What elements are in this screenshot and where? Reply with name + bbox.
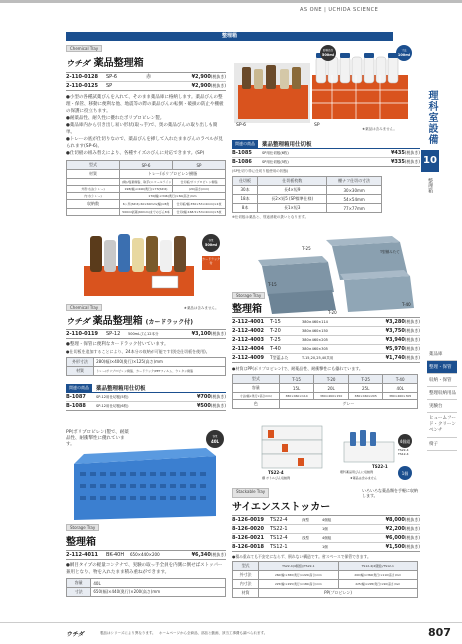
product-row[interactable]	[232, 543, 420, 552]
spec-table: 型式 T-15 T-20 T-25 T-40 容量 15L 20L 25L 40L 寸法(幅×奥行×高さmm) 380×460×114 380×460×150 380×460×205 380×460×305 色 グレー	[232, 374, 418, 409]
product-price: ¥2,200(税抜き)	[385, 526, 420, 532]
photo-label: T-40	[402, 302, 411, 307]
product-title: 薬品整理箱	[93, 58, 144, 69]
product-code: 8-126-0020	[232, 526, 264, 532]
product-dims: 650×440×200	[130, 552, 160, 557]
brand-logo: ウチダ	[66, 59, 90, 68]
photo-desc: ★薬品は含みません	[350, 476, 377, 480]
product-row[interactable]	[232, 327, 420, 336]
product-title: 整理箱	[66, 537, 96, 548]
footer-text: 製品はシリーズにより異なります。 ホームページから全商品、部品と動画、該当工事費も調べられます。	[100, 631, 268, 635]
material-callout: PP(ポリプロピレン)製で、耐薬品性、耐衝撃性に優れています。	[66, 430, 129, 447]
product-code: 8-126-0019	[232, 517, 264, 523]
product-model: T-15	[270, 319, 281, 325]
category-tag: Stackable Tray	[232, 488, 269, 498]
product-code: 2-110-0119	[66, 331, 98, 337]
product-code: 2-110-0128	[66, 74, 98, 80]
side-title: 理科室設備	[426, 90, 437, 145]
product-price: ¥2,900(税抜き)	[191, 83, 226, 89]
product-code: 8-126-0018	[232, 544, 264, 550]
product-row[interactable]	[66, 329, 226, 339]
product-price: ¥1,500(税抜き)	[385, 544, 420, 550]
product-price: ¥435(税抜き)	[390, 150, 420, 156]
product-code: 2-112-4004	[232, 346, 264, 352]
bullet: ●仕切板を追加することにより、24本分の収納が可能です(別売仕切板を使用)。	[66, 349, 210, 354]
related-title: 薬品整理箱用仕切板	[262, 142, 312, 148]
product-row[interactable]	[232, 516, 420, 525]
product-price: ¥3,940(税抜き)	[385, 337, 420, 343]
related-dividers-block-2	[66, 384, 226, 411]
product-model: TS22-1	[270, 526, 288, 532]
product-price: ¥3,750(税抜き)	[385, 328, 420, 334]
spec-table: 型式 SP-6 SP 材質 トレー/ポリプロピレン樹脂 (樹)/塩素樹脂、取手(ニコールライン 仕切板/ポリプロピレン樹脂 外形寸法(トレー) 198(幅)×440(奥行)×73(SP-6) (20(高さ)mm) 内寸(トレー) 170(幅)×346(奥行)×60(高さ)mm 収納数 6ヶ所(SP-6) 60×60mm(幅)×8角 仕切板/幅:350×53×4mm)×2枚 500ml試薬(69mm)までのびん8本 仕切(幅:168.5×53×4mm)×5枚	[66, 160, 226, 216]
feature-bullets	[66, 94, 226, 157]
bullet: ●小型の各種試薬びんを入れて、そのまま薬品庫に格納します。薬品びんの整理・保管、移動に便利な他、地震等の際の薬品びんの転倒・破損の防止や棚板の保護に役立ちます。	[66, 95, 224, 114]
product-block-mesh-container	[66, 524, 226, 597]
product-block-t-series	[232, 292, 420, 409]
product-type: 深型	[302, 518, 309, 522]
capacity-badge: 容量 500ml	[202, 234, 220, 252]
product-code: 8-126-0021	[232, 535, 264, 541]
page-footer	[0, 622, 462, 644]
related-header: 関連の商品	[66, 384, 92, 392]
brand-logo: ウチダ	[66, 317, 90, 326]
photo-label: SP-6	[236, 123, 246, 128]
photo-label: T-15	[268, 282, 277, 287]
product-model: T-40	[270, 346, 281, 352]
product-price: ¥700(税抜き)	[196, 394, 226, 400]
product-qty: 1個	[322, 545, 328, 549]
category-tag: Chemical Tray	[66, 45, 102, 52]
side-nav	[427, 348, 461, 451]
dividers-note: (SP仕切り枠に仕切り板使用の状態)	[232, 169, 289, 173]
product-row[interactable]	[232, 149, 420, 158]
sidenav-item-seirishuno[interactable]: 整理収納用品	[427, 387, 457, 400]
feature-bullets	[66, 562, 226, 576]
product-price: ¥1,740(税抜き)	[385, 355, 420, 361]
product-color: 赤	[146, 74, 152, 80]
product-code: B-1088	[66, 403, 86, 409]
product-code: B-1087	[66, 394, 86, 400]
product-row[interactable]	[66, 402, 226, 411]
product-type	[302, 543, 322, 551]
dividers-footnote: ※仕切板は薬品と、別途消耗の扱いとなります。	[232, 215, 309, 219]
product-block-card-rack	[66, 304, 226, 376]
product-row[interactable]	[232, 534, 420, 543]
product-model: SP	[106, 83, 113, 89]
product-row[interactable]	[66, 82, 226, 91]
sidenav-item-shuno[interactable]: 収納・保管	[427, 374, 457, 387]
product-model: SP-12	[106, 331, 121, 337]
product-qty: 1個	[322, 527, 328, 531]
product-code: B-1085	[232, 150, 252, 156]
product-model: TS12-1	[270, 544, 288, 550]
product-price: ¥6,340(税抜き)	[191, 552, 226, 558]
product-desc: SP-12用仕切板(5枚)	[96, 395, 129, 399]
related-dividers-block	[232, 140, 420, 220]
bullet: ●トレーの底が仕切りなので、薬品びんを挿して入れたままびんのラベルが見られます(SP-6)。	[66, 137, 223, 149]
product-model: T-20	[270, 328, 281, 334]
product-title: サイエンスストッカー	[232, 502, 331, 513]
product-code: 2-112-4003	[232, 337, 264, 343]
product-price: ¥8,000(税抜き)	[385, 517, 420, 523]
product-row[interactable]	[232, 525, 420, 534]
product-model: TS22-4	[270, 517, 288, 523]
product-price: ¥3,100(税抜き)	[191, 331, 226, 337]
product-model: SP-6	[106, 74, 118, 80]
product-qty: 4個組	[322, 518, 332, 522]
section-bar: 整理箱	[66, 32, 393, 41]
related-header: 関連の商品	[232, 140, 258, 148]
product-price: ¥335(税抜き)	[390, 159, 420, 165]
product-type	[302, 525, 322, 533]
product-row[interactable]	[66, 550, 226, 560]
footer-logo: ウチダ	[66, 631, 84, 638]
product-dims: T-15,20,25,40共用	[302, 356, 334, 360]
set-badge-4: 4個組 TS22-4 TS12-4	[398, 434, 420, 456]
product-code: 2-112-4009	[232, 355, 264, 361]
product-dims: 380×460×114	[302, 320, 328, 324]
sidenav-item-seiri[interactable]: 整理・保管	[427, 361, 457, 374]
product-model: BK-40H	[106, 552, 125, 558]
product-dims: 380×460×150	[302, 329, 328, 333]
product-code: 2-112-4011	[66, 552, 98, 558]
spec-table: 容量 40L 寸法 650(幅)×440(奥行)×200(高さ)mm	[66, 578, 226, 597]
product-list	[232, 317, 420, 363]
capacity-badge: 耐薬品性 500ml	[320, 45, 336, 61]
card-rack-tray-photo-area	[66, 226, 226, 302]
capacity-badge: 寸法 100ml	[396, 45, 412, 61]
product-price: ¥5,970(税抜き)	[385, 346, 420, 352]
product-price: ¥3,280(税抜き)	[385, 319, 420, 325]
photo-label: TS22-4	[268, 470, 284, 475]
brand-header: AS ONE | UCHIDA SCIENCE	[300, 7, 379, 13]
category-tag: Storage Tray	[66, 524, 99, 531]
product-qty: 4個組	[322, 536, 332, 540]
set-badge-1: 1個	[398, 466, 420, 480]
product-row[interactable]	[232, 336, 420, 345]
photo-label: T-20	[328, 310, 337, 315]
related-title: 薬品整理箱用仕切板	[96, 386, 146, 392]
product-code: 2-112-4002	[232, 328, 264, 334]
photo-note: T型積みたて	[380, 250, 400, 254]
stocker-photo	[232, 418, 420, 492]
photo-label: SP	[314, 123, 320, 128]
product-list	[232, 515, 420, 552]
photo-note: ★薬品は含みません。	[183, 306, 219, 310]
product-title: 薬品整理箱	[92, 316, 143, 327]
dividers-table: 仕切板 仕切板枚数 棚ナフ仕切の寸法 30本 長4×短9 30×30mm 18本 長2×短5 (SP標準仕様) 54×54mm 8本 長1×短3 77×77mm	[232, 176, 382, 213]
stocker-photo-area	[232, 418, 420, 492]
bullet: ●薬品庫内から引き出し易い形状(取っ手)で、奥の薬品びんの取り出しも簡単。	[66, 123, 218, 135]
product-block-chemical-tray	[66, 45, 226, 216]
product-desc: SP-12用仕切板(6枚)	[96, 404, 129, 408]
photo-label: T-25	[302, 246, 311, 251]
feature-bullets	[232, 365, 420, 372]
product-model: T-25	[270, 337, 281, 343]
spec-table: 型式 TS22-4(4個組)/TS22-1 TS12-4(4個組)/TS12-1 外寸法 260(幅)×380(奥行)×220(高さ)mm 260(幅)×360(奥行)×110(高さ)mm 内寸法 225(幅)×295(奥行)×180(高さ)mm 225(幅)×295(奥行)×90(高さ)mm 材質 PP(プロピレン)	[232, 561, 418, 598]
bullet: ●整理・保管に便利なカードラック付いています。	[66, 342, 169, 347]
product-photo-area	[232, 45, 420, 135]
product-title: 整理箱	[232, 304, 262, 315]
product-block-stocker	[232, 488, 420, 598]
bullet: ●仕切板の組み替えにより、各種サイズのびんに対応できます。(SP)	[66, 151, 205, 156]
sidenav-item-yakuhinko[interactable]: 薬品庫	[427, 348, 457, 361]
product-row[interactable]	[232, 158, 420, 167]
top-rule	[0, 0, 462, 3]
product-model: TS12-4	[270, 535, 288, 541]
product-subtitle: (カードラック付)	[145, 319, 193, 326]
product-dims: 380×460×205	[302, 338, 328, 342]
product-desc: SP用仕切板(5枚)	[262, 160, 289, 164]
product-row[interactable]	[66, 393, 226, 402]
stocker-callout: いろいろな薬品類を手軽に収納します。	[362, 488, 418, 498]
mesh-container-photo-area	[66, 428, 226, 522]
product-row[interactable]	[232, 345, 420, 354]
feature-bullets	[232, 553, 420, 560]
photo-desc: 理科薬品用びんに収納例	[340, 470, 374, 474]
bullet: ●耐薬品性、耐久性に優れたポリプロピレン製。	[66, 116, 165, 121]
photo-note: ★薬品は含みません。	[362, 127, 397, 131]
category-tag: Storage Tray	[232, 292, 265, 299]
page-number: 807	[428, 626, 451, 639]
product-code: B-1086	[232, 159, 252, 165]
category-tag: Chemical Tray	[66, 304, 102, 311]
bullet: ●材質はPP(ポリプロピレン)で、耐薬品性、耐衝撃性にも優れています。	[232, 366, 363, 371]
product-price: ¥2,900(税抜き)	[191, 74, 226, 80]
product-dims: 380×460×305	[302, 347, 328, 351]
sidenav-item-fume[interactable]: ヒュームフード・クリーンベンチ	[427, 413, 457, 438]
feature-bullets	[66, 341, 226, 355]
product-row[interactable]	[66, 73, 226, 82]
sidenav-item-jikkendai[interactable]: 実験台	[427, 400, 457, 413]
side-chapter-number: 10	[421, 150, 439, 172]
capacity-badge: 容量 40L	[206, 430, 224, 448]
photo-label: TS22-1	[372, 464, 388, 469]
product-type: 浅型	[302, 536, 309, 540]
product-desc: SP用仕切板(6枚)	[262, 151, 289, 155]
side-vertical-title	[424, 90, 438, 145]
photo-desc: 棚 ボトルびん収納例	[262, 476, 290, 480]
product-price: ¥500(税抜き)	[196, 403, 226, 409]
product-model: T型蓋ふた	[270, 355, 289, 360]
product-desc: 500mLびん12本分	[128, 332, 159, 336]
side-chapter-label: 整理箱	[427, 178, 433, 193]
spec-table: 外形寸法 280(幅)×400(奥行)×125(高さ)mm 材質 トレー/ポリプロピレン樹脂、カードラック/PETフィルム、ウレタン樹脂	[66, 357, 226, 376]
product-row[interactable]	[232, 318, 420, 327]
card-rack-label: カードラック付	[202, 256, 220, 270]
bullet: ●網目タイプの軽量コンテナで、実験の取っ手全員を内側に倒せばストッパー兼用となり、物を入れたまま積み重ねができます。	[66, 563, 223, 575]
bullet: ●積み重ねても不安定にならず、倒れない構造です。省スペースで保管できます。	[232, 554, 371, 559]
product-code: 2-110-0125	[66, 83, 98, 89]
product-row[interactable]	[232, 354, 420, 363]
sidenav-item-isu[interactable]: 椅子	[427, 438, 457, 451]
product-price: ¥6,000(税抜き)	[385, 535, 420, 541]
product-code: 2-112-4001	[232, 319, 264, 325]
